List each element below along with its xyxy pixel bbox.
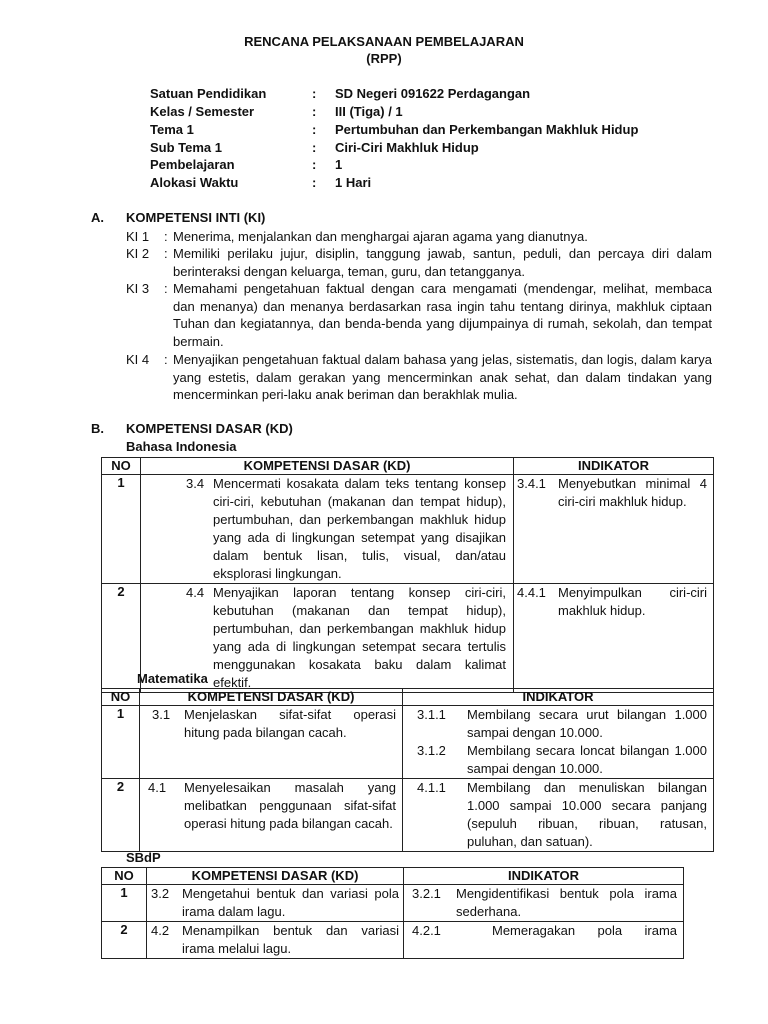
identity-colon: :	[312, 122, 317, 137]
kd-code: 3.4	[186, 476, 205, 491]
table-row	[102, 885, 684, 922]
ki-colon: :	[164, 246, 168, 261]
indikator-cell	[404, 885, 684, 922]
indikator-code: 3.4.1	[517, 476, 546, 491]
row-number: 1	[102, 706, 140, 779]
row-number: 2	[102, 779, 140, 852]
kd-cell	[141, 475, 514, 584]
kd-text: Menjelaskan sifat-sifat operasi hitung pada bilangan cacah.	[184, 707, 396, 740]
kd-text: Menyajikan laporan tentang konsep ciri-ciri, kebutuhan (makanan dan tempat hidup), pertumbuhan, dan perkembangan makhluk hidup yang ada di lingkungan setempat secara tertulis menggunakan kosakata baku dalam kalimat efektif.	[213, 585, 506, 690]
identity-value: III (Tiga) / 1	[335, 104, 403, 119]
kd-table-bahasa	[101, 457, 714, 693]
indikator-cell	[403, 706, 714, 779]
kd-text: Mengetahui bentuk dan variasi pola irama dalam lagu.	[182, 886, 399, 919]
row-number: 2	[102, 584, 141, 693]
kd-cell	[147, 885, 404, 922]
indikator-code: 4.2.1	[412, 923, 441, 938]
ki-code: KI 1	[126, 229, 150, 244]
kd-text: Menyelesaikan masalah yang melibatkan penggunaan sifat-sifat operasi hitung pada bilangan cacah.	[184, 780, 396, 831]
identity-label: Satuan Pendidikan	[150, 86, 267, 101]
indikator-code: 3.2.1	[412, 886, 441, 901]
page-title: RENCANA PELAKSANAAN PEMBELAJARAN	[244, 34, 524, 49]
indikator-text: Menyebutkan minimal 4 ciri-ciri makhluk hidup.	[558, 476, 707, 509]
ki-code: KI 2	[126, 246, 150, 261]
identity-label: Sub Tema 1	[150, 140, 223, 155]
col-kd-header: KOMPETENSI DASAR (KD)	[141, 458, 514, 475]
col-kd-header: KOMPETENSI DASAR (KD)	[140, 689, 403, 706]
identity-colon: :	[312, 140, 317, 155]
kd-text: Mencermati kosakata dalam teks tentang konsep ciri-ciri, kebutuhan (makanan dan tempat hidup), pertumbuhan, dan perkembangan makhluk hidup yang ada di lingkungan setempat yang disajikan dalam bentuk lisan, tulis, visual, dan/atau eksplorasi lingkungan.	[213, 476, 506, 581]
row-number: 2	[102, 922, 147, 959]
col-indikator-header: INDIKATOR	[404, 868, 684, 885]
col-no-header: NO	[102, 689, 140, 706]
kd-code: 4.2	[151, 923, 170, 938]
kd-code: 3.1	[152, 707, 171, 722]
row-number: 1	[102, 885, 147, 922]
indikator-code: 4.4.1	[517, 585, 546, 600]
identity-label: Pembelajaran	[150, 157, 235, 172]
subject-matematika: Matematika	[137, 671, 208, 686]
identity-value: 1	[335, 157, 343, 172]
indikator-code: 3.1.1	[417, 707, 446, 722]
indikator-text: Mengidentifikasi bentuk pola irama sederhana.	[456, 886, 677, 919]
table-header-row	[102, 458, 714, 475]
col-kd-header: KOMPETENSI DASAR (KD)	[147, 868, 404, 885]
identity-value: Ciri-Ciri Makhluk Hidup	[335, 140, 479, 155]
indikator-text: Menyimpulkan ciri-ciri makhluk hidup.	[558, 585, 707, 618]
col-no-header: NO	[102, 458, 141, 475]
identity-label: Alokasi Waktu	[150, 175, 239, 190]
section-a-title: KOMPETENSI INTI (KI)	[126, 210, 266, 225]
page-subtitle: (RPP)	[366, 51, 402, 66]
identity-colon: :	[312, 175, 317, 190]
table-header-row	[102, 689, 714, 706]
col-indikator-header: INDIKATOR	[403, 689, 714, 706]
indikator-code: 3.1.2	[417, 743, 446, 758]
subject-sbdp: SBdP	[126, 850, 161, 865]
identity-value: Pertumbuhan dan Perkembangan Makhluk Hidup	[335, 122, 639, 137]
indikator-text: Membilang secara urut bilangan 1.000 sampai dengan 10.000.	[467, 707, 707, 740]
table-header-row	[102, 868, 684, 885]
ki-colon: :	[164, 229, 168, 244]
identity-label: Kelas / Semester	[150, 104, 255, 119]
table-row	[102, 706, 714, 779]
indikator-text: Membilang secara loncat bilangan 1.000 sampai dengan 10.000.	[467, 743, 707, 776]
ki-text: Memiliki perilaku jujur, disiplin, tanggung jawab, santun, peduli, dan percaya diri dalam berinteraksi dengan keluarga, teman, guru, dan tetangganya.	[173, 246, 712, 279]
section-b-letter: B.	[91, 421, 104, 436]
kd-code: 3.2	[151, 886, 170, 901]
ki-item	[126, 228, 712, 246]
kd-table-sbdp	[101, 867, 684, 959]
identity-value: 1 Hari	[335, 175, 372, 190]
identity-label: Tema 1	[150, 122, 194, 137]
indikator-cell	[514, 584, 714, 693]
section-a-letter: A.	[91, 210, 104, 225]
section-b-title: KOMPETENSI DASAR (KD)	[126, 421, 293, 436]
col-indikator-header: INDIKATOR	[514, 458, 714, 475]
ki-item	[126, 351, 712, 405]
kd-cell	[147, 922, 404, 959]
table-row	[102, 779, 714, 852]
indikator-text: Membilang dan menuliskan bilangan 1.000 sampai 10.000 secara panjang (sepuluh ribuan, ribuan, ratusan, puluhan, dan satuan).	[467, 780, 707, 849]
ki-colon: :	[164, 281, 168, 296]
subject-bahasa-indonesia: Bahasa Indonesia	[126, 439, 237, 454]
identity-colon: :	[312, 86, 317, 101]
table-row	[102, 475, 714, 584]
ki-item	[126, 245, 712, 281]
identity-value: SD Negeri 091622 Perdagangan	[335, 86, 531, 101]
identity-colon: :	[312, 157, 317, 172]
ki-item	[126, 280, 712, 352]
indikator-cell	[514, 475, 714, 584]
ki-code: KI 3	[126, 281, 150, 296]
indikator-cell	[404, 922, 684, 959]
kd-text: Menampilkan bentuk dan variasi irama melalui lagu.	[182, 923, 399, 956]
indikator-code: 4.1.1	[417, 780, 446, 795]
table-row	[102, 922, 684, 959]
col-no-header: NO	[102, 868, 147, 885]
ki-text: Memahami pengetahuan faktual dengan cara mengamati (mendengar, melihat, membaca dan menanya) dan menanya berdasarkan rasa ingin tahu tentang dirinya, makhluk ciptaan Tuhan dan kegiatannya, dan benda-benda yang dijumpainya di rumah, sekolah, dan tempat bermain.	[173, 281, 712, 349]
ki-text: Menyajikan pengetahuan faktual dalam bahasa yang jelas, sistematis, dan logis, dalam karya yang estetis, dalam gerakan yang mencerminkan anak sehat, dan dalam tindakan yang mencerminkan peri-laku anak beriman dan berakhlak mulia.	[173, 352, 712, 402]
kd-code: 4.4	[186, 585, 205, 600]
kd-table-matematika	[101, 688, 714, 852]
kd-cell	[140, 706, 403, 779]
ki-code: KI 4	[126, 352, 150, 367]
kd-code: 4.1	[148, 780, 167, 795]
kd-cell	[140, 779, 403, 852]
row-number: 1	[102, 475, 141, 584]
ki-text: Menerima, menjalankan dan menghargai ajaran agama yang dianutnya.	[173, 229, 588, 244]
indikator-text: Memeragakan pola irama	[492, 923, 677, 938]
identity-colon: :	[312, 104, 317, 119]
indikator-cell	[403, 779, 714, 852]
ki-colon: :	[164, 352, 168, 367]
